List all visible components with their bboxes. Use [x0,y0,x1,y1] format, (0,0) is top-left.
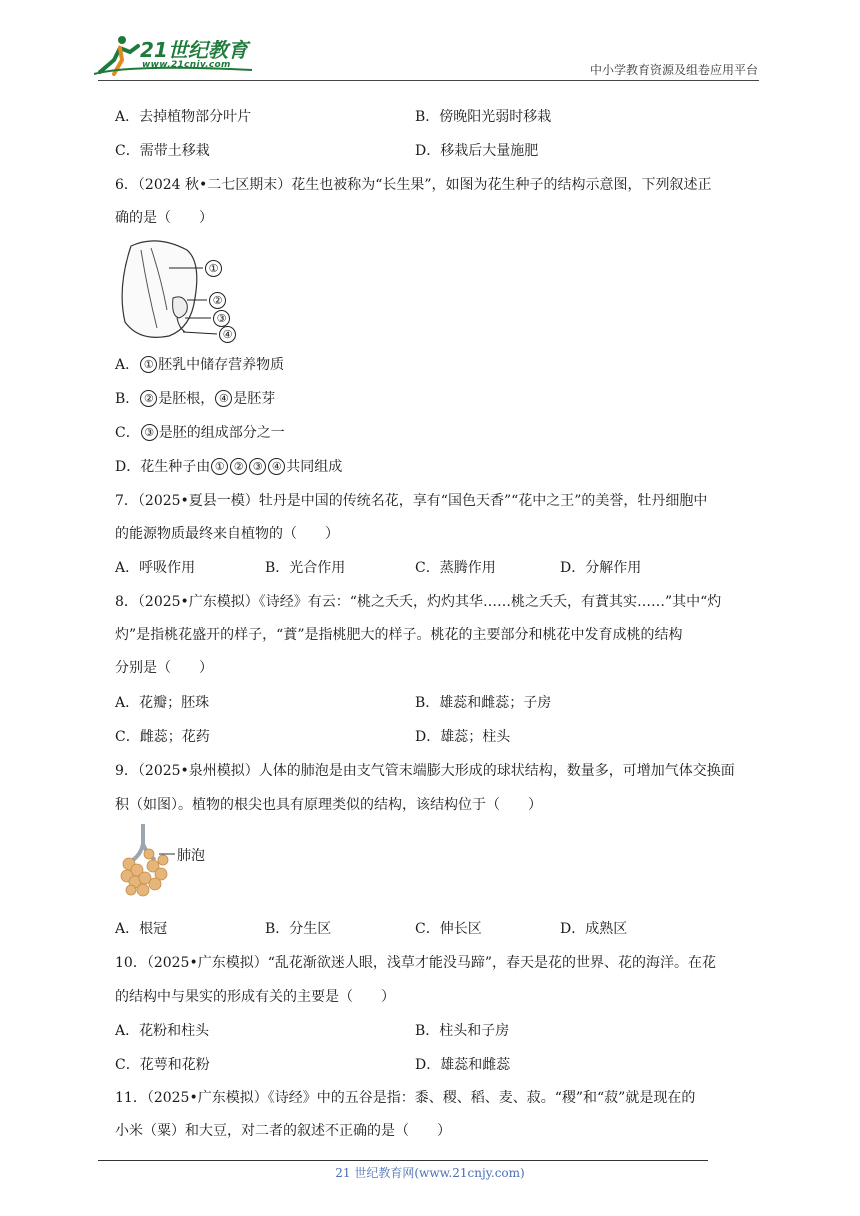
page-header [0,0,860,84]
circled-number: ④ [215,390,232,407]
q11-stem-line1: 11．（2025•广东模拟）《诗经》中的五谷是指：黍、稷、稻、麦、菽。“稷”和“菽”就是现在的 [115,1090,696,1106]
header-divider [98,80,759,81]
footer-link[interactable]: 21 世纪教育网(www.21cnjy.com) [335,1166,525,1180]
q10-stem-line2: 的结构中与果实的形成有关的主要是（ ） [115,989,395,1005]
q6-option-d[interactable] [115,456,342,476]
option-text: D．花生种子由 [115,459,211,475]
q9-stem-line1: 9．（2025•泉州模拟）人体的肺泡是由支气管末端膨大形成的球状结构，数量多，可增加气体交换面 [115,763,735,779]
q11-stem-line2: 小米（粟）和大豆，对二者的叙述不正确的是（ ） [115,1123,451,1139]
q10-option-c[interactable]: C．花萼和花粉 [115,1057,210,1073]
q10-option-a[interactable]: A．花粉和柱头 [115,1023,210,1039]
circled-number: ② [140,390,157,407]
q8-stem-line3: 分别是（ ） [115,660,213,676]
figure-label-1: ① [205,260,222,277]
q5-option-d[interactable]: D．移栽后大量施肥 [415,143,539,159]
q10-option-b[interactable]: B．柱头和子房 [415,1023,510,1039]
circled-number: ② [230,458,247,475]
option-text: 是胚根， [158,391,215,407]
circled-number: ① [211,458,228,475]
q7-option-b[interactable]: B．光合作用 [265,560,346,576]
alveoli-diagram [119,824,229,900]
circled-number: ③ [249,458,266,475]
alveoli-label: 肺泡 [177,848,205,864]
q6-stem-line2: 确的是（ ） [115,210,213,226]
q6-option-b[interactable] [115,388,275,408]
peanut-seed-figure [117,238,249,344]
q8-option-c[interactable]: C．雌蕊；花药 [115,729,210,745]
q9-option-c[interactable]: C．伸长区 [415,921,482,937]
figure-label-3: ③ [213,310,230,327]
q8-stem-line1: 8．（2025•广东模拟）《诗经》有云：“桃之夭夭，灼灼其华……桃之夭夭，有蕡其实……”其中“灼 [115,594,722,610]
option-letter: A． [115,357,140,373]
q8-option-d[interactable]: D．雄蕊；柱头 [415,729,511,745]
circled-number: ① [140,356,157,373]
q7-option-d[interactable]: D．分解作用 [560,560,642,576]
footer-divider [98,1160,708,1161]
circled-number: ④ [268,458,285,475]
option-text: 胚乳中储存营养物质 [158,357,285,373]
q8-stem-line2: 灼”是指桃花盛开的样子，“蕡”是指桃肥大的样子。桃花的主要部分和桃花中发育成桃的结构 [115,627,683,643]
q9-option-b[interactable]: B．分生区 [265,921,332,937]
q6-option-c[interactable] [115,422,285,442]
q6-option-a[interactable] [115,354,284,374]
logo-url: www.21cnjy.com [142,60,231,70]
q8-option-b[interactable]: B．雄蕊和雌蕊；子房 [415,695,552,711]
option-letter: C． [115,425,140,441]
q7-option-c[interactable]: C．蒸腾作用 [415,560,496,576]
q10-stem-line1: 10．（2025•广东模拟）“乱花渐欲迷人眼，浅草才能没马蹄”，春天是花的世界、花的海洋。在花 [115,955,717,971]
q9-option-a[interactable]: A．根冠 [115,921,168,937]
figure-label-2: ② [209,292,226,309]
q5-option-c[interactable]: C．需带土移栽 [115,143,210,159]
platform-tagline: 中小学教育资源及组卷应用平台 [589,63,758,77]
q7-option-a[interactable]: A．呼吸作用 [115,560,196,576]
circled-number: ③ [141,424,158,441]
option-text: 是胚芽 [233,391,276,407]
q5-option-a[interactable]: A．去掉植物部分叶片 [115,109,252,125]
q8-option-a[interactable]: A．花瓣；胚珠 [115,695,210,711]
q9-option-d[interactable]: D．成熟区 [560,921,628,937]
figure-label-4: ④ [219,326,236,343]
q7-stem-line1: 7．（2025•夏县一模）牡丹是中国的传统名花，享有“国色天香”“花中之王”的美誉，牡丹细胞中 [115,493,708,509]
logo-title: 21世纪教育 [140,38,248,62]
q9-stem-line2: 积（如图）。植物的根尖也具有原理类似的结构，该结构位于（ ） [115,797,542,813]
q7-stem-line2: 的能源物质最终来自植物的（ ） [115,526,339,542]
q6-stem-line1: 6．（2024 秋•二七区期末）花生也被称为“长生果”，如图为花生种子的结构示意图，下列叙述正 [115,177,712,193]
q10-option-d[interactable]: D．雄蕊和雌蕊 [415,1057,511,1073]
option-letter: B． [115,391,140,407]
q5-option-b[interactable]: B．傍晚阳光弱时移栽 [415,109,552,125]
alveoli-figure [119,824,229,900]
option-text: 是胚的组成部分之一 [158,425,285,441]
site-logo[interactable] [92,34,262,78]
option-text: 共同组成 [286,459,343,475]
